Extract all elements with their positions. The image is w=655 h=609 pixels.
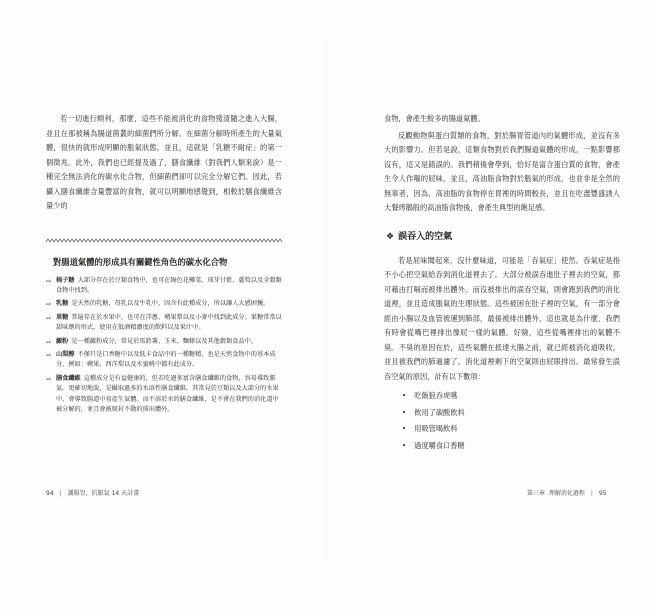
right-paragraph-1: 食物，會產生較多的腸道氣體。 [384, 114, 485, 123]
item-text: 這種成分是有益健康的，但若吃過多富含膳食纖維的食物，容易導致脹氣。更確切地說，是攝取過多的水溶性膳食纖維，其常見於豆類以及大部分的水果中，會導致腸道中易產生氣體。而不溶於水的膳食纖維，是不會在我們的消化道中被分解的，並且會被原封不動的排出體外。 [56, 374, 279, 413]
section-title: 誤吞入的空氣 [398, 231, 453, 242]
list-item [46, 299, 282, 309]
list-item: • 過度嚼食口香糖 [402, 440, 465, 450]
list-item [46, 350, 282, 371]
item-text: 不僅只是口香糖中以及低卡食品中的一種糖精，也是天然食物中的基本成分，例如：蘋果、西洋梨以及水蜜桃中都有此成分。 [56, 350, 276, 369]
list-item [46, 313, 282, 334]
chapter-label: 第三章 [527, 490, 546, 497]
right-paragraph-2: 反觀動物與蛋白質類的食物，對於腸胃管道內的氣體形成，並沒有多大的影響力。但若是說，這類食物對於我們腸道氣體的形成，一點影響都沒有，這又是錯誤的。我們稍後會學到，恰好是富含蛋白質的食物，會產生令人作嘔的屁味，並且，高油脂食物對於脹氣的形成，也並非是全然的無辜者，因為，高油脂的食物停在胃裡的時間較長，並且在吃盡豐盛誘人大餐烤鵝般的高油脂食物後，會產生典型的飽足感。 [384, 130, 620, 212]
list-item [46, 276, 282, 297]
page-number: 94 [46, 490, 54, 497]
page-gutter-shadow [326, 40, 328, 560]
item-text: 是天然的乳糖，母乳以及牛乳中，因含有此種成分，所以讓人大感困擾。 [71, 300, 270, 308]
footer-separator: | [59, 490, 62, 497]
list-item: • 用吸管喝飲料 [402, 424, 458, 433]
book-title: 護腸胃，抗脹氣 14 天計畫 [67, 490, 140, 497]
carbohydrate-box [46, 228, 282, 416]
item-term: 棉子糖 [56, 276, 75, 284]
bullet-icon: • [402, 391, 407, 400]
right-page [384, 112, 620, 454]
section-heading [386, 229, 620, 242]
item-text: 普遍存在於水果中，也可在洋蔥、蘋果梨以及小麥中找到此成分。果糖常常以甜味劑的形式，使用在低酒精濃度的飲料以及果汁中。 [56, 313, 282, 332]
arrow-icon: ⇨ [46, 374, 52, 383]
bullet-icon: • [402, 440, 407, 450]
item-text: 是一種澱粉成分，常見於馬鈴薯、玉米、麵條以及其他穀類食品中。 [71, 337, 257, 345]
item-term: 山梨醇 [56, 350, 75, 358]
left-paragraph-1: 若一切進行順利，那麼，這些不能被消化的食物殘渣隨之進入大腸，並且在那被稱為腸道菌叢的細菌們所分解。在細菌分解時所產生的大量氣體，很快的就形成明顯的脹氣狀態。並且，這就是「乳糖不耐症」的第一個徵兆。此外，我們也已經提及過了，膳食纖維（對我們人類來說）是一種完全無法消化的碳水化合物，但細菌們卻可以完全分解它們。因此，若攝入膳食纖維含量豐富的食物，就可以明顯地感覺到，相較於膳食纖維含量少的 [46, 114, 282, 210]
left-page [46, 112, 282, 418]
cause-list [402, 388, 620, 454]
diamond-bullet-icon: ❖ [386, 231, 395, 242]
bullet-icon: • [402, 407, 407, 417]
arrow-icon: ⇨ [46, 276, 52, 285]
list-item [46, 337, 282, 347]
bullet-icon: • [402, 424, 407, 433]
item-term: 膳食纖維 [56, 374, 81, 382]
right-footer [527, 488, 607, 497]
item-term: 乳糖 [56, 300, 69, 308]
arrow-icon: ⇨ [46, 350, 52, 359]
zigzag-top-divider [46, 238, 282, 243]
section-paragraph: 若是屁味聞起來，沒什麼味道，可能是「吞氣症」使然。吞氣症是指不小心把空氣給吞到消化道裡去了。大部分被誤吞進肚子裡去的空氣，都可藉由打嗝而被排出體外。而沒被排出的誤吞空氣，則會跑到我們的消化道裡，並且造成脹氣的生理狀態。這些被困在肚子裡的空氣，有一部分會經由小腸以及血管被運到肺部，最後被排出體外，這也就是為什麼，我們有時會從嘴巴裡排出像屁一樣的氣體。好險，這些從嘴裡排出的氣體不臭。不臭的原因在於，這些氣體在抵達大腸之前，就已經被消化道吸收，並且被我們的肺過濾了。消化道裡剩下的空氣則由屁眼排出。最常發生誤吞空氣的原因，計有以下數項： [384, 255, 620, 381]
chapter-title: 理解消化過程 [548, 490, 585, 497]
arrow-icon: ⇨ [46, 337, 52, 346]
item-term: 果糖 [56, 313, 69, 321]
list-item [46, 374, 282, 416]
item-text: 大部分存在於豆類食物中，也可在綠色花椰菜、球芽甘藍、蘆筍以及全穀類食物中找到。 [56, 276, 282, 294]
left-footer [46, 488, 139, 497]
list-item: • 吃飯狼吞虎嚥 [402, 391, 458, 400]
footer-separator: | [590, 490, 593, 497]
arrow-icon: ⇨ [46, 313, 52, 322]
item-term: 澱粉 [56, 337, 69, 345]
list-item: • 飲用了碳酸飲料 [402, 407, 465, 417]
box-title: 對腸道氣體的形成具有關鍵性角色的碳水化合物 [53, 256, 228, 267]
page-number: 95 [598, 490, 607, 497]
arrow-icon: ⇨ [46, 300, 52, 309]
